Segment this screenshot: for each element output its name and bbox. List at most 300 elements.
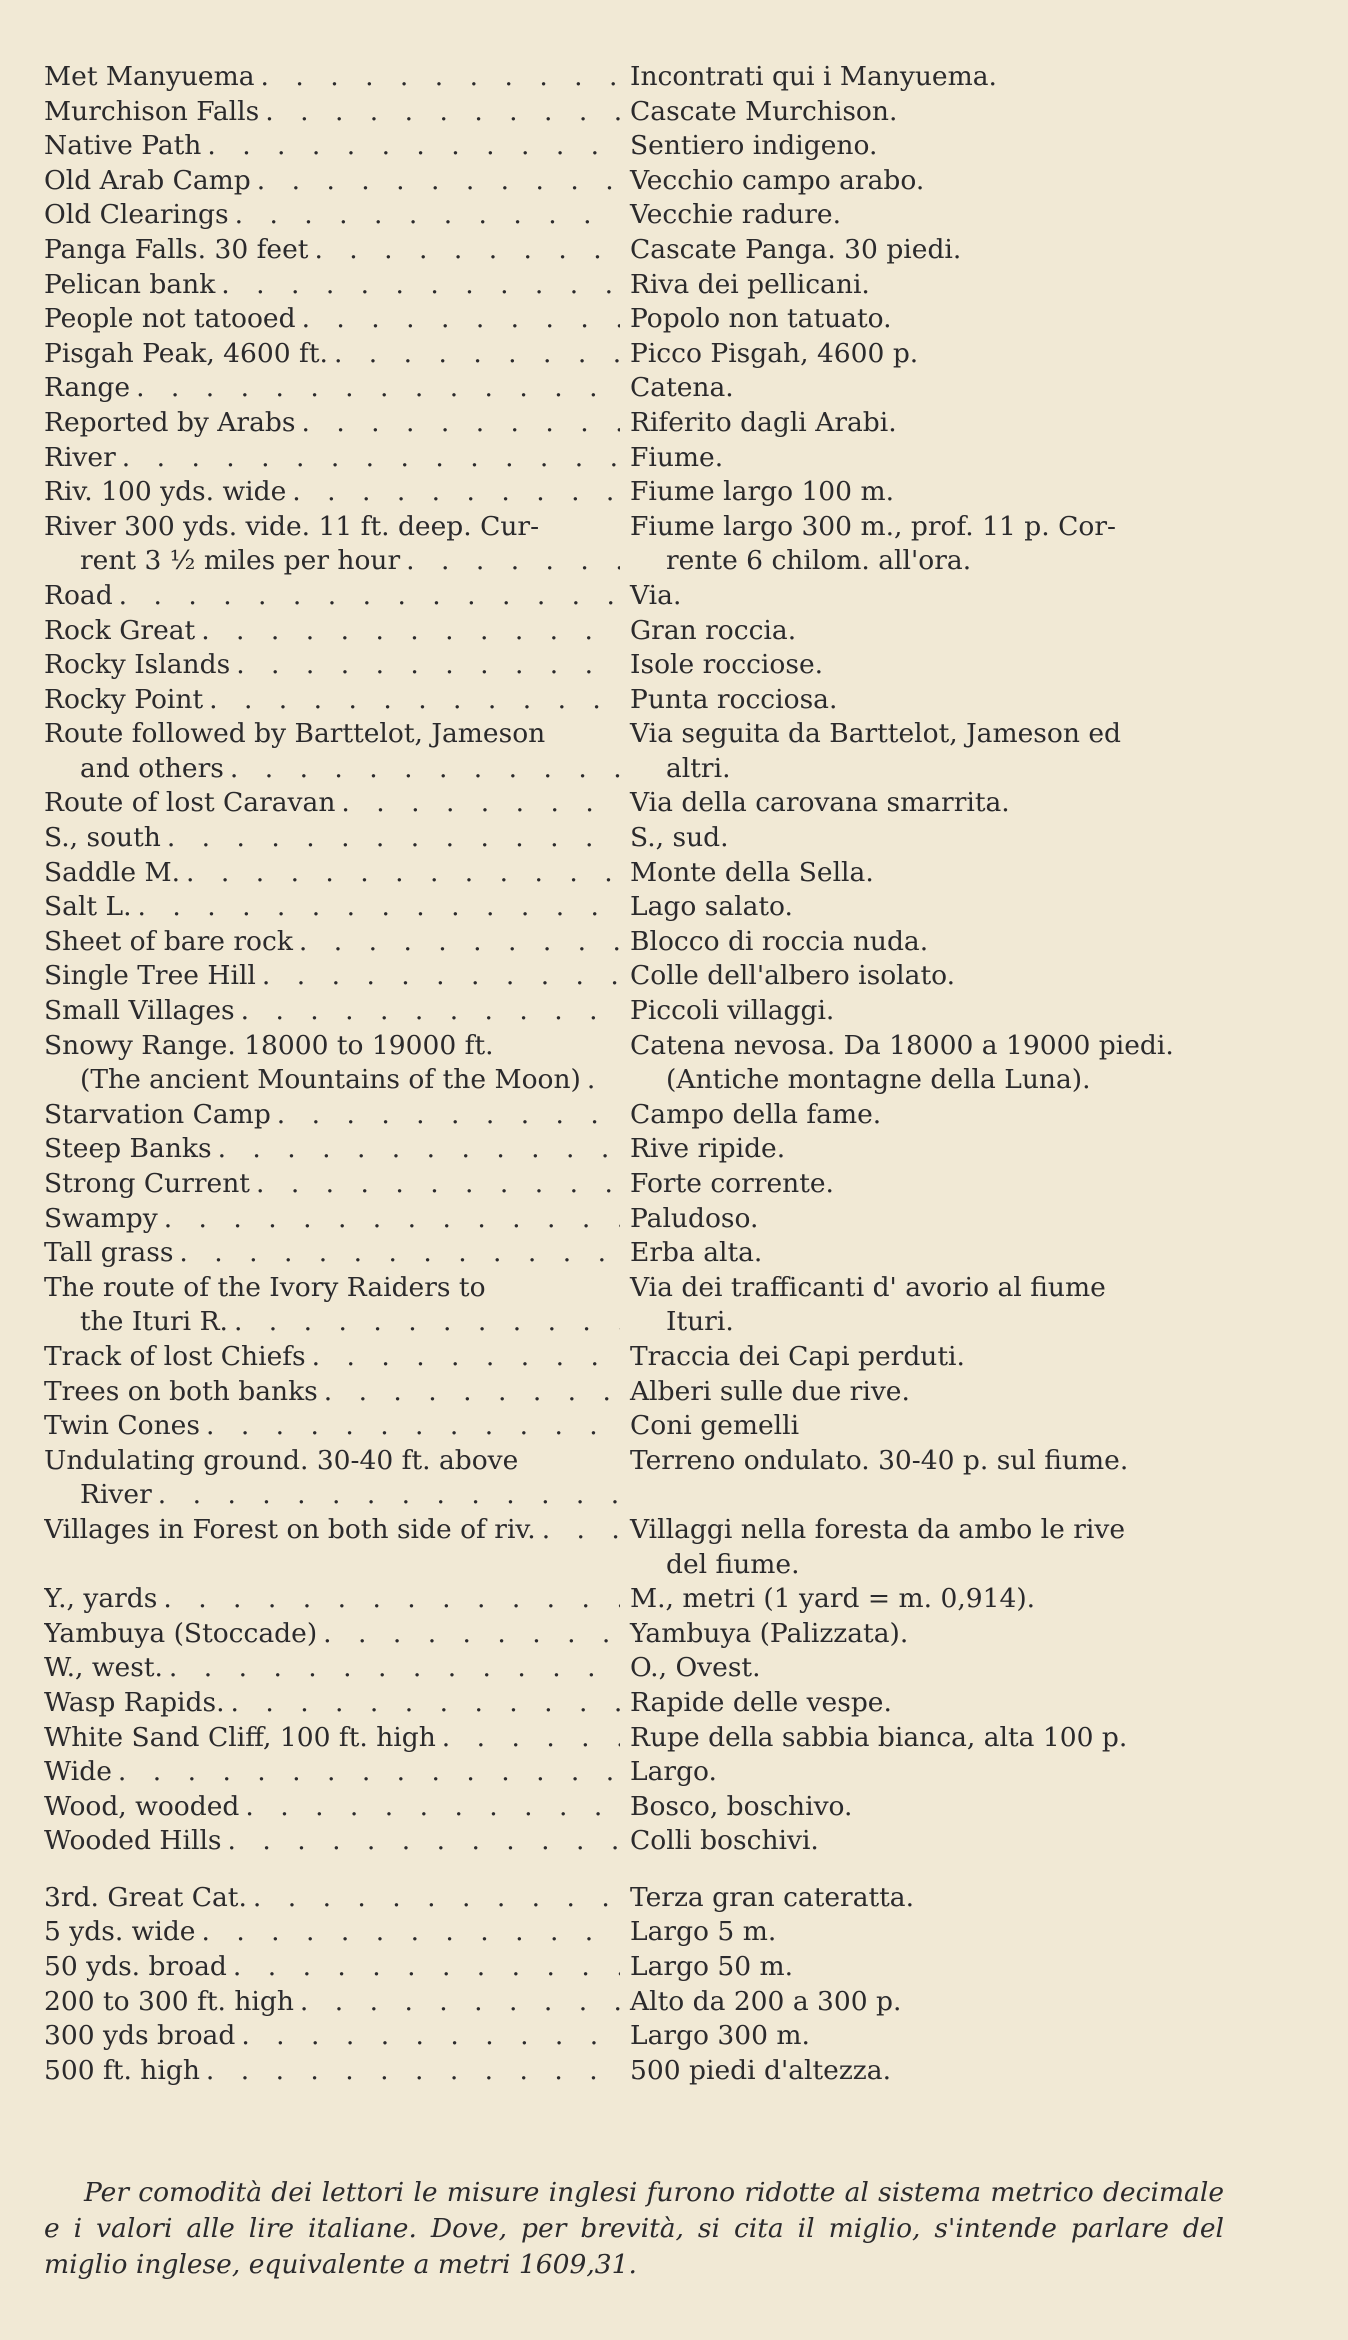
dot-leader — [406, 544, 620, 579]
english-term-line: W., west. — [44, 1652, 163, 1684]
dot-leader — [206, 1409, 620, 1444]
italian-translation-line: Rapide delle vespe. — [630, 1686, 892, 1718]
italian-translation — [620, 475, 1224, 510]
italian-translation — [620, 1950, 1224, 1985]
english-term — [44, 1915, 620, 1950]
italian-translation-line: Riferito dagli Arabi. — [630, 406, 897, 438]
italian-translation-line: Alberi sulle due rive. — [630, 1375, 910, 1407]
english-term-line: 3rd. Great Cat. — [44, 1881, 247, 1913]
glossary-entry — [44, 579, 1224, 614]
glossary-entry — [44, 441, 1224, 476]
italian-translation — [620, 1721, 1224, 1756]
english-term — [44, 1375, 620, 1410]
dot-leader — [542, 1513, 620, 1548]
english-term-line: Reported by Arabs — [44, 406, 296, 438]
italian-translation-line: Sentiero indigeno. — [630, 130, 878, 162]
italian-translation-line: Colli boschivi. — [630, 1825, 819, 1857]
glossary-entry — [44, 786, 1224, 821]
dot-leader — [257, 164, 620, 199]
italian-translation-line: Villaggi nella foresta da ambo le rive — [630, 1513, 1126, 1545]
dot-leader — [228, 1824, 620, 1859]
glossary-entry — [44, 1167, 1224, 1202]
italian-translation — [620, 441, 1224, 476]
glossary-entry — [44, 648, 1224, 683]
glossary-entry — [44, 475, 1224, 510]
english-term — [44, 1582, 620, 1617]
italian-translation — [620, 129, 1224, 164]
italian-translation-line: Traccia dei Capi perduti. — [630, 1340, 965, 1372]
english-term-line: Old Arab Camp — [44, 164, 251, 196]
italian-translation-line: Fiume largo 100 m. — [630, 476, 895, 508]
italian-translation-line: del fiume. — [666, 1548, 800, 1580]
dot-leader — [314, 233, 620, 268]
italian-translation — [620, 1132, 1224, 1167]
italian-translation-line: Catena nevosa. Da 18000 a 19000 piedi. — [630, 1029, 1174, 1061]
dot-leader — [324, 1375, 620, 1410]
english-term — [44, 1340, 620, 1375]
italian-translation — [620, 1755, 1224, 1790]
english-term — [44, 1444, 620, 1513]
italian-translation-line: Monte della Sella. — [630, 856, 874, 888]
dot-leader — [334, 337, 620, 372]
english-term-line: Rocky Islands — [44, 649, 231, 681]
english-term — [44, 1132, 620, 1167]
italian-translation — [620, 579, 1224, 614]
dot-leader — [209, 683, 620, 718]
italian-translation-line: Alto da 200 a 300 p. — [630, 1985, 902, 2017]
english-term-line: Road — [44, 579, 113, 611]
dot-leader — [261, 60, 620, 95]
english-term — [44, 1790, 620, 1825]
italian-translation-line: Paludoso. — [630, 1202, 759, 1234]
english-term — [44, 164, 620, 199]
glossary-entry — [44, 1755, 1224, 1790]
dot-leader — [164, 1202, 620, 1237]
dot-leader — [262, 959, 620, 994]
dot-leader — [218, 1132, 620, 1167]
dot-leader — [236, 648, 620, 683]
dot-leader — [302, 302, 620, 337]
english-term-line: Track of lost Chiefs — [44, 1340, 306, 1372]
glossary-table — [44, 60, 1224, 2088]
english-term — [44, 1513, 620, 1548]
english-term — [44, 1167, 620, 1202]
english-term — [44, 60, 620, 95]
english-term — [44, 1098, 620, 1133]
italian-translation-line: 500 piedi d'altezza. — [630, 2054, 891, 2086]
glossary-entry — [44, 1236, 1224, 1271]
english-term-line: Rocky Point — [44, 683, 204, 715]
english-term — [44, 233, 620, 268]
dot-leader — [234, 1305, 620, 1340]
italian-translation — [620, 60, 1224, 95]
english-term — [44, 1651, 620, 1686]
english-term-line: 50 yds. broad — [44, 1951, 227, 1983]
italian-translation — [620, 233, 1224, 268]
dot-leader — [221, 268, 620, 303]
english-term-line: Pisgah Peak, 4600 ft. — [44, 337, 328, 369]
glossary-entry — [44, 925, 1224, 960]
italian-translation — [620, 1098, 1224, 1133]
dot-leader — [265, 95, 620, 130]
glossary-entry — [44, 1881, 1224, 1916]
italian-translation-line: (Antiche montagne della Luna). — [666, 1064, 1091, 1096]
italian-translation — [620, 890, 1224, 925]
english-term — [44, 129, 620, 164]
glossary-entry — [44, 337, 1224, 372]
english-term — [44, 683, 620, 718]
italian-translation-line: Gran roccia. — [630, 614, 797, 646]
dot-leader — [186, 856, 620, 891]
italian-translation-line: Largo 300 m. — [630, 2020, 810, 2052]
english-term — [44, 1686, 620, 1721]
english-term-line: Met Manyuema — [44, 61, 255, 92]
italian-translation — [620, 2019, 1224, 2054]
italian-translation — [620, 1444, 1224, 1479]
italian-translation-line: Campo della fame. — [630, 1098, 882, 1130]
italian-translation — [620, 1202, 1224, 1237]
italian-translation — [620, 1167, 1224, 1202]
english-term — [44, 2054, 620, 2089]
english-term — [44, 510, 620, 579]
english-term-line: Wide — [44, 1756, 112, 1788]
italian-translation-line: Terza gran cateratta. — [630, 1881, 915, 1913]
italian-translation-line: Popolo non tatuato. — [630, 303, 892, 335]
english-term-line: Swampy — [44, 1202, 158, 1234]
glossary-entry — [44, 1513, 1224, 1582]
dot-leader — [179, 1236, 620, 1271]
italian-translation-line: rente 6 chilom. all'ora. — [666, 545, 972, 577]
italian-translation — [620, 1881, 1224, 1916]
glossary-entry — [44, 1985, 1224, 2020]
english-term-line: River — [44, 441, 116, 473]
dot-leader — [201, 614, 620, 649]
italian-translation-line: O., Ovest. — [630, 1652, 761, 1684]
italian-translation-line: Isole rocciose. — [630, 649, 824, 681]
english-term — [44, 1202, 620, 1237]
glossary-entry — [44, 1721, 1224, 1756]
dot-leader — [158, 1478, 620, 1513]
english-term-line: People not tatooed — [44, 303, 296, 335]
dot-leader — [292, 475, 620, 510]
dot-leader — [235, 198, 620, 233]
english-term — [44, 1950, 620, 1985]
english-term — [44, 717, 620, 786]
dot-leader — [233, 1950, 620, 1985]
dot-leader — [206, 2054, 620, 2089]
italian-translation-line: Picco Pisgah, 4600 p. — [630, 337, 919, 369]
italian-translation — [620, 302, 1224, 337]
english-term-line: Wooded Hills — [44, 1825, 222, 1857]
english-term-line: Riv. 100 yds. wide — [44, 476, 287, 508]
italian-translation — [620, 683, 1224, 718]
italian-translation-line: Vecchie radure. — [630, 199, 841, 231]
italian-translation — [620, 371, 1224, 406]
italian-translation — [620, 1236, 1224, 1271]
english-term-line: River — [80, 1479, 152, 1511]
english-term — [44, 648, 620, 683]
dot-leader — [253, 1881, 620, 1916]
english-term-line: Tall grass — [44, 1237, 174, 1269]
english-term-line: Single Tree Hill — [44, 960, 256, 992]
english-term — [44, 198, 620, 233]
glossary-entry — [44, 1651, 1224, 1686]
italian-translation-line: Cascate Panga. 30 piedi. — [630, 233, 962, 265]
english-term-line: 200 to 300 ft. high — [44, 1985, 294, 2017]
italian-translation-line: Fiume. — [630, 441, 724, 473]
english-term — [44, 1617, 620, 1652]
italian-translation — [620, 1790, 1224, 1825]
glossary-entry — [44, 1582, 1224, 1617]
english-term — [44, 1409, 620, 1444]
glossary-entry — [44, 60, 1224, 95]
dot-leader — [241, 2019, 620, 2054]
dot-leader — [442, 1721, 620, 1756]
dot-leader — [323, 1617, 620, 1652]
italian-translation — [620, 1651, 1224, 1686]
english-term-line: Villages in Forest on both side of riv. — [44, 1513, 536, 1545]
english-term-line: the Ituri R. — [80, 1306, 228, 1338]
italian-translation — [620, 337, 1224, 372]
dot-leader — [300, 1985, 620, 2020]
english-term — [44, 1824, 620, 1859]
italian-translation-line: Ituri. — [666, 1306, 734, 1338]
dot-leader — [167, 821, 620, 856]
glossary-entry — [44, 1409, 1224, 1444]
glossary-entry — [44, 1132, 1224, 1167]
glossary-entry — [44, 2019, 1224, 2054]
english-term-line: Sheet of bare rock — [44, 925, 293, 957]
dot-leader — [256, 1167, 620, 1202]
italian-translation-line: Largo 5 m. — [630, 1916, 777, 1948]
dot-leader — [230, 752, 620, 787]
glossary-entry — [44, 2054, 1224, 2089]
english-term-line: 300 yds broad — [44, 2020, 236, 2052]
english-term-line: Small Villages — [44, 995, 235, 1027]
italian-translation-line: Via. — [630, 579, 682, 611]
italian-translation — [620, 1582, 1224, 1617]
english-term — [44, 475, 620, 510]
italian-translation-line: M., metri (1 yard = m. 0,914). — [630, 1583, 1036, 1615]
italian-translation-line: Rive ripide. — [630, 1133, 786, 1165]
english-term-line: Steep Banks — [44, 1133, 212, 1165]
italian-translation-line: Cascate Murchison. — [630, 95, 898, 127]
italian-translation-line: Coni gemelli — [630, 1410, 800, 1442]
english-term — [44, 579, 620, 614]
glossary-entry — [44, 717, 1224, 786]
english-term — [44, 1029, 620, 1098]
italian-translation-line: Catena. — [630, 372, 734, 404]
italian-translation — [620, 925, 1224, 960]
italian-translation — [620, 164, 1224, 199]
italian-translation-line: Incontrati qui i Manyuema. — [630, 61, 997, 92]
italian-translation-line: Rupe della sabbia bianca, alta 100 p. — [630, 1721, 1128, 1753]
italian-translation-line: Terreno ondulato. 30-40 p. sul fiume. — [630, 1444, 1129, 1476]
english-term-line: Rock Great — [44, 614, 196, 646]
italian-translation-line: Via dei trafficanti d' avorio al fiume — [630, 1271, 1106, 1303]
english-term-line: Range — [44, 372, 131, 404]
english-term — [44, 786, 620, 821]
glossary-entry — [44, 233, 1224, 268]
english-term-line: Murchison Falls — [44, 95, 260, 127]
english-term — [44, 268, 620, 303]
english-term-line: The route of the Ivory Raiders to — [44, 1271, 486, 1303]
italian-translation — [620, 1617, 1224, 1652]
italian-translation — [620, 717, 1224, 786]
english-term-line: Pelican bank — [44, 268, 216, 300]
dot-leader — [312, 1340, 620, 1375]
glossary-entry — [44, 406, 1224, 441]
dot-leader — [245, 1790, 620, 1825]
english-term — [44, 925, 620, 960]
italian-translation-line: Largo. — [630, 1756, 717, 1788]
english-term-line: Yambuya (Stoccade) — [44, 1617, 318, 1649]
english-term-line: Salt L. — [44, 891, 132, 923]
italian-translation — [620, 614, 1224, 649]
dot-leader — [207, 129, 620, 164]
italian-translation-line: Riva dei pellicani. — [630, 268, 870, 300]
italian-translation-line: altri. — [666, 752, 731, 784]
glossary-entry — [44, 1915, 1224, 1950]
english-term-line: Starvation Camp — [44, 1098, 271, 1130]
english-term-line: Route followed by Barttelot, Jameson — [44, 718, 546, 750]
italian-translation — [620, 1271, 1224, 1340]
italian-translation-line: Blocco di roccia nuda. — [630, 925, 929, 957]
english-term-line: Saddle M. — [44, 856, 181, 888]
italian-translation — [620, 1409, 1224, 1444]
italian-translation — [620, 406, 1224, 441]
english-term — [44, 614, 620, 649]
english-term-line: Wood, wooded — [44, 1790, 240, 1822]
italian-translation — [620, 1513, 1224, 1582]
dot-leader — [241, 994, 620, 1029]
english-term — [44, 994, 620, 1029]
dot-leader — [301, 406, 620, 441]
dot-leader — [118, 1755, 620, 1790]
english-term — [44, 821, 620, 856]
italian-translation — [620, 786, 1224, 821]
english-term — [44, 441, 620, 476]
english-term — [44, 1881, 620, 1916]
section-gap — [44, 1859, 1224, 1881]
english-term — [44, 337, 620, 372]
english-term-line: and others — [80, 752, 224, 784]
footnote: Per comodità dei lettori le misure inglesi furono ridotte al sistema metrico decimale e i valori alle lire italiane. Dove, per brevità, si cita il miglio, s'intende parlare del miglio inglese, equivalente a metri 1609,31. — [44, 2176, 1224, 2280]
english-term-line: Panga Falls. 30 feet — [44, 233, 309, 265]
glossary-entry — [44, 1202, 1224, 1237]
dot-leader — [277, 1098, 620, 1133]
italian-translation — [620, 1985, 1224, 2020]
english-term — [44, 371, 620, 406]
english-term — [44, 1985, 620, 2020]
dot-leader — [231, 1686, 620, 1721]
glossary-entry — [44, 1686, 1224, 1721]
italian-translation-line: Erba alta. — [630, 1237, 763, 1269]
italian-translation-line: Via della carovana smarrita. — [630, 787, 1010, 819]
italian-translation-line: Lago salato. — [630, 891, 793, 923]
italian-translation — [620, 268, 1224, 303]
glossary-entry — [44, 1950, 1224, 1985]
glossary-entry — [44, 856, 1224, 891]
glossary-entry — [44, 198, 1224, 233]
glossary-entry — [44, 371, 1224, 406]
glossary-entry — [44, 1375, 1224, 1410]
italian-translation — [620, 994, 1224, 1029]
italian-translation — [620, 1029, 1224, 1098]
dot-leader — [169, 1651, 620, 1686]
english-term — [44, 2019, 620, 2054]
italian-translation-line: Punta rocciosa. — [630, 683, 838, 715]
english-term-line: S., south — [44, 822, 161, 854]
italian-translation-line: Forte corrente. — [630, 1168, 834, 1199]
glossary-entry — [44, 1617, 1224, 1652]
italian-translation-line: S., sud. — [630, 822, 729, 854]
english-term-line: 5 yds. wide — [44, 1916, 196, 1948]
dot-leader — [341, 786, 620, 821]
glossary-entry — [44, 1444, 1224, 1513]
italian-translation-line: Via seguita da Barttelot, Jameson ed — [630, 718, 1121, 750]
italian-translation — [620, 1824, 1224, 1859]
italian-translation — [620, 1340, 1224, 1375]
glossary-entry — [44, 1271, 1224, 1340]
dot-leader — [136, 371, 620, 406]
english-term-line: Wasp Rapids. — [44, 1686, 225, 1718]
italian-translation — [620, 510, 1224, 579]
glossary-entry — [44, 1029, 1224, 1098]
italian-translation — [620, 1915, 1224, 1950]
dot-leader — [119, 579, 620, 614]
english-term — [44, 890, 620, 925]
italian-translation — [620, 821, 1224, 856]
italian-translation — [620, 856, 1224, 891]
glossary-entry — [44, 1824, 1224, 1859]
dot-leader — [138, 890, 620, 925]
english-term-line: Twin Cones — [44, 1410, 200, 1442]
glossary-entry — [44, 614, 1224, 649]
english-term — [44, 406, 620, 441]
dot-leader — [163, 1582, 620, 1617]
english-term-line: Undulating ground. 30-40 ft. above — [44, 1444, 519, 1476]
english-term — [44, 1271, 620, 1340]
italian-translation — [620, 1686, 1224, 1721]
glossary-entry — [44, 268, 1224, 303]
english-term-line: Y., yards — [44, 1583, 158, 1615]
glossary-entry — [44, 129, 1224, 164]
english-term-line: (The ancient Mountains of the Moon) — [80, 1064, 581, 1096]
italian-translation-line: Largo 50 m. — [630, 1951, 794, 1983]
italian-translation — [620, 2054, 1224, 2089]
italian-translation-line: Bosco, boschivo. — [630, 1790, 853, 1822]
english-term — [44, 959, 620, 994]
italian-translation-line: Piccoli villaggi. — [630, 995, 835, 1027]
glossary-entry — [44, 1790, 1224, 1825]
italian-translation — [620, 95, 1224, 130]
english-term — [44, 1236, 620, 1271]
english-term-line: Strong Current — [44, 1168, 250, 1199]
english-term-line: Route of lost Caravan — [44, 787, 336, 819]
english-term — [44, 95, 620, 130]
dot-leader — [299, 925, 620, 960]
italian-translation-line: Fiume largo 300 m., prof. 11 p. Cor- — [630, 510, 1116, 542]
glossary-entry — [44, 890, 1224, 925]
italian-translation — [620, 198, 1224, 233]
dot-leader — [201, 1915, 620, 1950]
glossary-entry — [44, 302, 1224, 337]
english-term-line: 500 ft. high — [44, 2054, 200, 2086]
italian-translation — [620, 959, 1224, 994]
italian-translation — [620, 1375, 1224, 1410]
english-term — [44, 1721, 620, 1756]
